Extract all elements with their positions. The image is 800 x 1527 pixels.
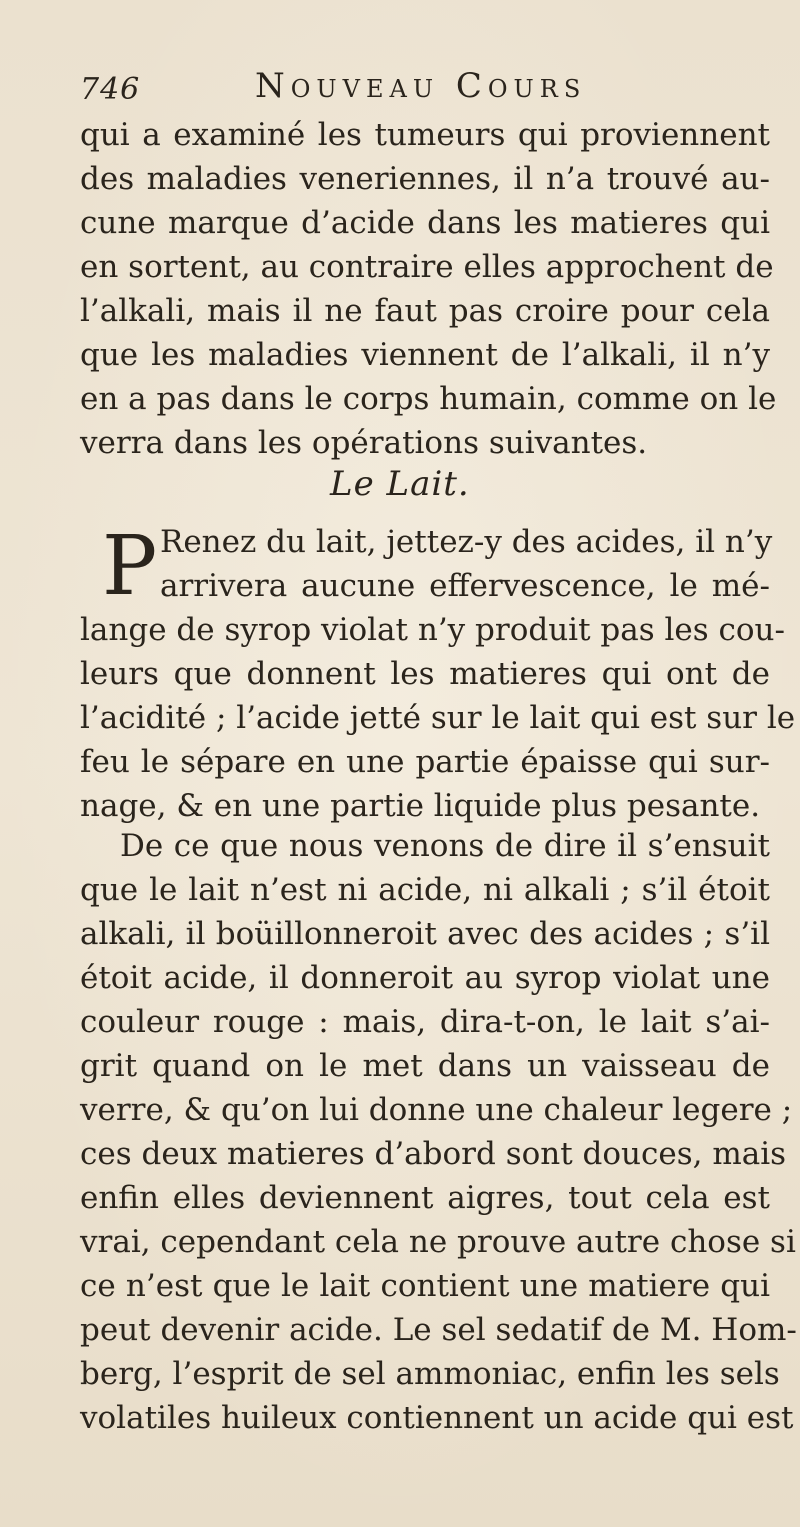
paragraph-3 (80, 824, 797, 1440)
text-line: grit quand on le met dans un vaisseau de (80, 1048, 770, 1084)
text-line: que les maladies viennent de l’alkali, il n’y (80, 337, 770, 373)
text-line: des maladies veneriennes, il n’a trouvé au- (80, 161, 770, 197)
text-line: De ce que nous venons de dire il s’ensuit (120, 828, 770, 864)
text-line: lange de syrop violat n’y produit pas les cou- (80, 612, 785, 648)
text-line: verra dans les opérations suivantes. (80, 425, 648, 461)
page-number: 746 (80, 72, 141, 107)
text-line: en a pas dans le corps humain, comme on le (80, 381, 777, 417)
text-line: Renez du lait, jettez-y des acides, il n’y (160, 524, 773, 560)
drop-cap: P (102, 519, 158, 614)
text-line: volatiles huileux contiennent un acide qui est (80, 1400, 794, 1436)
text-line: étoit acide, il donneroit au syrop violat une (80, 960, 770, 996)
text-line: berg, l’esprit de sel ammoniac, enfin les sels (80, 1356, 780, 1392)
running-title: Nouveau Cours (255, 66, 587, 106)
text-line: couleur rouge : mais, dira-t-on, le lait s’ai- (80, 1004, 770, 1040)
paragraph-1 (80, 113, 777, 465)
text-line: ce n’est que le lait contient une matiere qui (80, 1268, 770, 1304)
paragraph-2 (80, 519, 796, 828)
text-line: en sortent, au contraire elles approchent de (80, 249, 774, 285)
text-line: vrai, cependant cela ne prouve autre chose si (80, 1224, 796, 1260)
page-header (80, 66, 740, 110)
section-title: Le Lait. (330, 464, 470, 504)
text-line: alkali, il boüillonneroit avec des acides ; s’il (80, 916, 770, 952)
text-line: l’acidité ; l’acide jetté sur le lait qui est sur le (80, 700, 796, 736)
text-line: cune marque d’acide dans les matieres qui (80, 205, 770, 241)
text-line: l’alkali, mais il ne faut pas croire pour cela (80, 293, 770, 329)
text-line: enfin elles deviennent aigres, tout cela est (80, 1180, 770, 1216)
text-line: arrivera aucune effervescence, le mé- (160, 568, 770, 604)
text-line: leurs que donnent les matieres qui ont de (80, 656, 770, 692)
text-line: verre, & qu’on lui donne une chaleur legere ; (80, 1092, 793, 1128)
text-line: qui a examiné les tumeurs qui proviennent (80, 117, 770, 153)
text-line: nage, & en une partie liquide plus pesante. (80, 788, 761, 824)
text-line: peut devenir acide. Le sel sedatif de M. Hom- (80, 1312, 797, 1348)
text-line: que le lait n’est ni acide, ni alkali ; s’il étoit (80, 872, 770, 908)
text-line: feu le sépare en une partie épaisse qui sur- (80, 744, 770, 780)
text-line: ces deux matieres d’abord sont douces, mais (80, 1136, 787, 1172)
